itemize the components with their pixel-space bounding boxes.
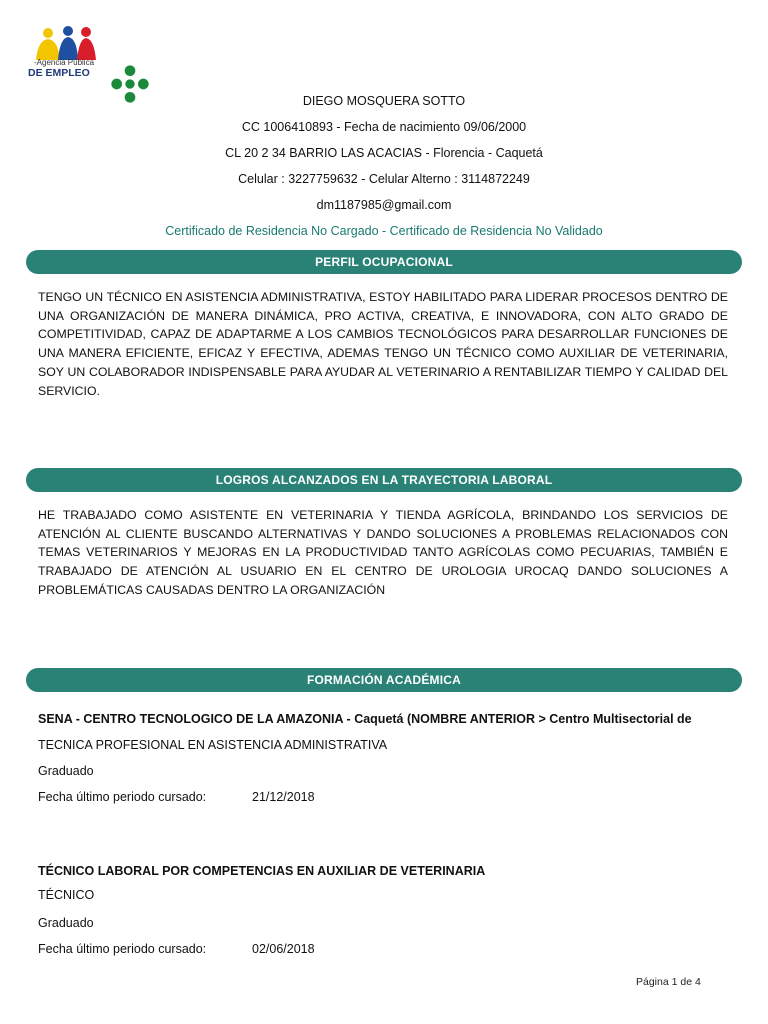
- education-date-label: Fecha último periodo cursado:: [38, 790, 207, 804]
- cell-label: Celular :: [238, 172, 289, 186]
- id-number: 1006410893: [263, 120, 333, 134]
- page-number: Página 1 de 4: [636, 976, 701, 988]
- agencia-publica-empleo-logo: [28, 24, 108, 82]
- candidate-name: DIEGO MOSQUERA SOTTO: [302, 94, 466, 108]
- email-line: dm1187985@gmail.com: [316, 198, 452, 212]
- section-header-perfil: PERFIL OCUPACIONAL: [26, 250, 742, 274]
- id-birth-line: [0, 120, 768, 134]
- cell-number: 3227759632: [288, 172, 358, 186]
- education-date: 02/06/2018: [252, 942, 315, 956]
- residence-certificate-status: Certificado de Residencia No Cargado - Certificado de Residencia No Validado: [165, 224, 603, 238]
- alt-cell-label: - Celular Alterno :: [357, 172, 462, 186]
- education-program: TECNICA PROFESIONAL EN ASISTENCIA ADMINISTRATIVA: [38, 738, 388, 752]
- education-institution: TÉCNICO LABORAL POR COMPETENCIAS EN AUXILIAR DE VETERINARIA: [38, 864, 486, 878]
- birth-label: - Fecha de nacimiento: [332, 120, 464, 134]
- phone-line: [0, 172, 768, 186]
- birth-date: 09/06/2000: [463, 120, 527, 134]
- education-program: TÉCNICO: [38, 888, 95, 902]
- education-institution: SENA - CENTRO TECNOLOGICO DE LA AMAZONIA - Caquetá (NOMBRE ANTERIOR > Centro Multisectorial de: [38, 712, 692, 726]
- logo-text-empleo: DE EMPLEO: [28, 67, 90, 79]
- section-header-formacion: FORMACIÓN ACADÉMICA: [26, 668, 742, 692]
- education-status: Graduado: [38, 916, 94, 930]
- education-date-label: Fecha último periodo cursado:: [38, 942, 207, 956]
- education-date: 21/12/2018: [252, 790, 315, 804]
- alt-cell-number: 3114872249: [461, 172, 530, 186]
- logros-text: HE TRABAJADO COMO ASISTENTE EN VETERINARIA Y TIENDA AGRÍCOLA, BRINDANDO LOS SERVICIOS DE ATENCIÓN AL CLIENTE BUSCANDO ALTERNATIVAS Y DANDO SOLUCIONES A PROBLEMAS RELACIONADOS CON TEMAS VETERINARIOS Y MEJORAS EN LA PRODUCTIVIDAD TANTO AGRÍCOLAS COMO PECUARIAS, TAMBIÉN E TRABAJADO DE ATENCIÓN AL USUARIO EN EL CENTRO DE UROLOGIA UROCAQ DANDO SOLUCIONES A PROBLEMÁTICAS CAUSADAS DENTRO LA ORGANIZACIÓN: [38, 508, 728, 597]
- perfil-text: TENGO UN TÉCNICO EN ASISTENCIA ADMINISTRATIVA, ESTOY HABILITADO PARA LIDERAR PROCESOS DENTRO DE UNA ORGANIZACIÓN DE MANERA DINÁMICA, PRO ACTIVA, CREATIVA, E INNOVADORA, CON ALTO GRADO DE COMPETITIVIDAD, CAPAZ DE ADAPTARME A LOS CAMBIOS TECNOLÓGICOS PARA DESARROLLAR FUNCIONES DE UNA MANERA EFICIENTE, EFICAZ Y EFECTIVA, ADEMAS TENGO UN TÉCNICO COMO AUXILIAR DE VETERINARIA, SOY UN COLABORADOR INDISPENSABLE PARA AYUDAR AL VETERINARIO A RENTABILIZAR TIEMPO Y CALIDAD DEL SERVICIO.: [38, 290, 728, 398]
- education-status: Graduado: [38, 764, 94, 778]
- section-header-logros: LOGROS ALCANZADOS EN LA TRAYECTORIA LABORAL: [26, 468, 742, 492]
- address-line: CL 20 2 34 BARRIO LAS ACACIAS - Florencia - Caquetá: [225, 146, 543, 160]
- logo-text-agencia: -Agencia Pública: [34, 58, 95, 67]
- id-prefix: CC: [241, 120, 264, 134]
